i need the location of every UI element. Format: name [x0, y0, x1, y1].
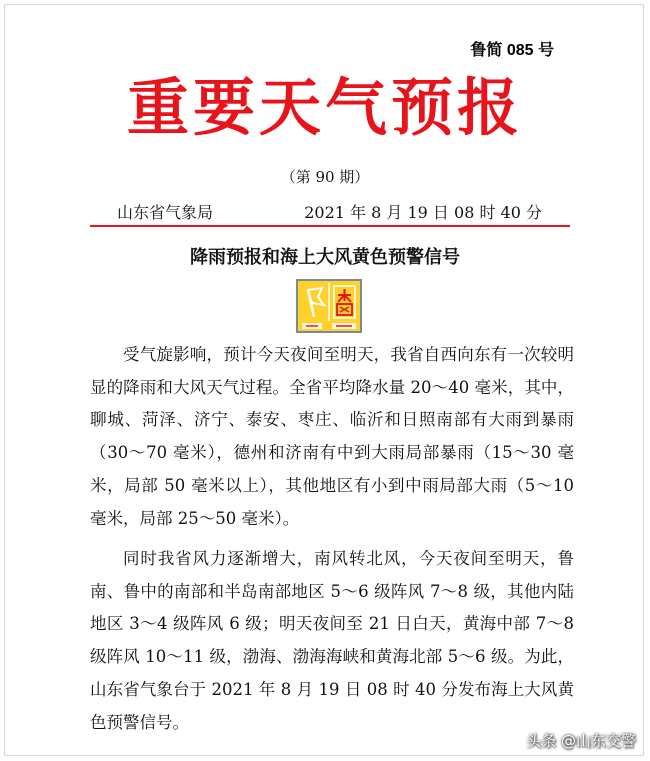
main-title: 重要天气预报: [126, 71, 523, 144]
issuing-org: 山东省气象局: [117, 203, 214, 222]
paragraph-wind-forecast: 同时我省风力逐渐增大，南风转北风，今天夜间至明天，鲁南、鲁中的南部和半岛南部地区 5～6 级阵风 7～8 级，其他内陆地区 3～4 级阵风 6 级；明天夜间至 21 日白天，黄海中部 7～8 级阵风 10～11 级，渤海、渤海海峡和黄海北部 5～6 级。为此，山东省气象台于 2021 年 8 月 19 日 08 时 40 分发布海上大风黄色预警信号。: [90, 549, 574, 732]
yellow-gale-warning-icon: [296, 279, 362, 333]
header-row: [90, 200, 560, 222]
issue-datetime: 2021 年 8 月 19 日 08 时 40 分: [304, 203, 542, 222]
issue-number: （第 90 期）: [280, 168, 370, 186]
red-divider: [90, 225, 570, 227]
warning-title: 降雨预报和海上大风黄色预警信号: [190, 247, 460, 268]
doc-number: 鲁简 085 号: [470, 42, 554, 59]
paragraph-rain-forecast: 受气旋影响，预计今天夜间至明天，我省自西向东有一次较明显的降雨和大风天气过程。全省平均降水量 20～40 毫米，其中，聊城、菏泽、济宁、泰安、枣庄、临沂和日照南部有大雨到暴雨（30～70 毫米），德州和济南有中到大雨局部暴雨（15～30 毫米，局部 50 毫米以上），其他地区有小到中雨局部大雨（5～10 毫米，局部 25～50 毫米）。: [90, 345, 574, 528]
watermark: 头条 @山东交警: [526, 732, 636, 750]
